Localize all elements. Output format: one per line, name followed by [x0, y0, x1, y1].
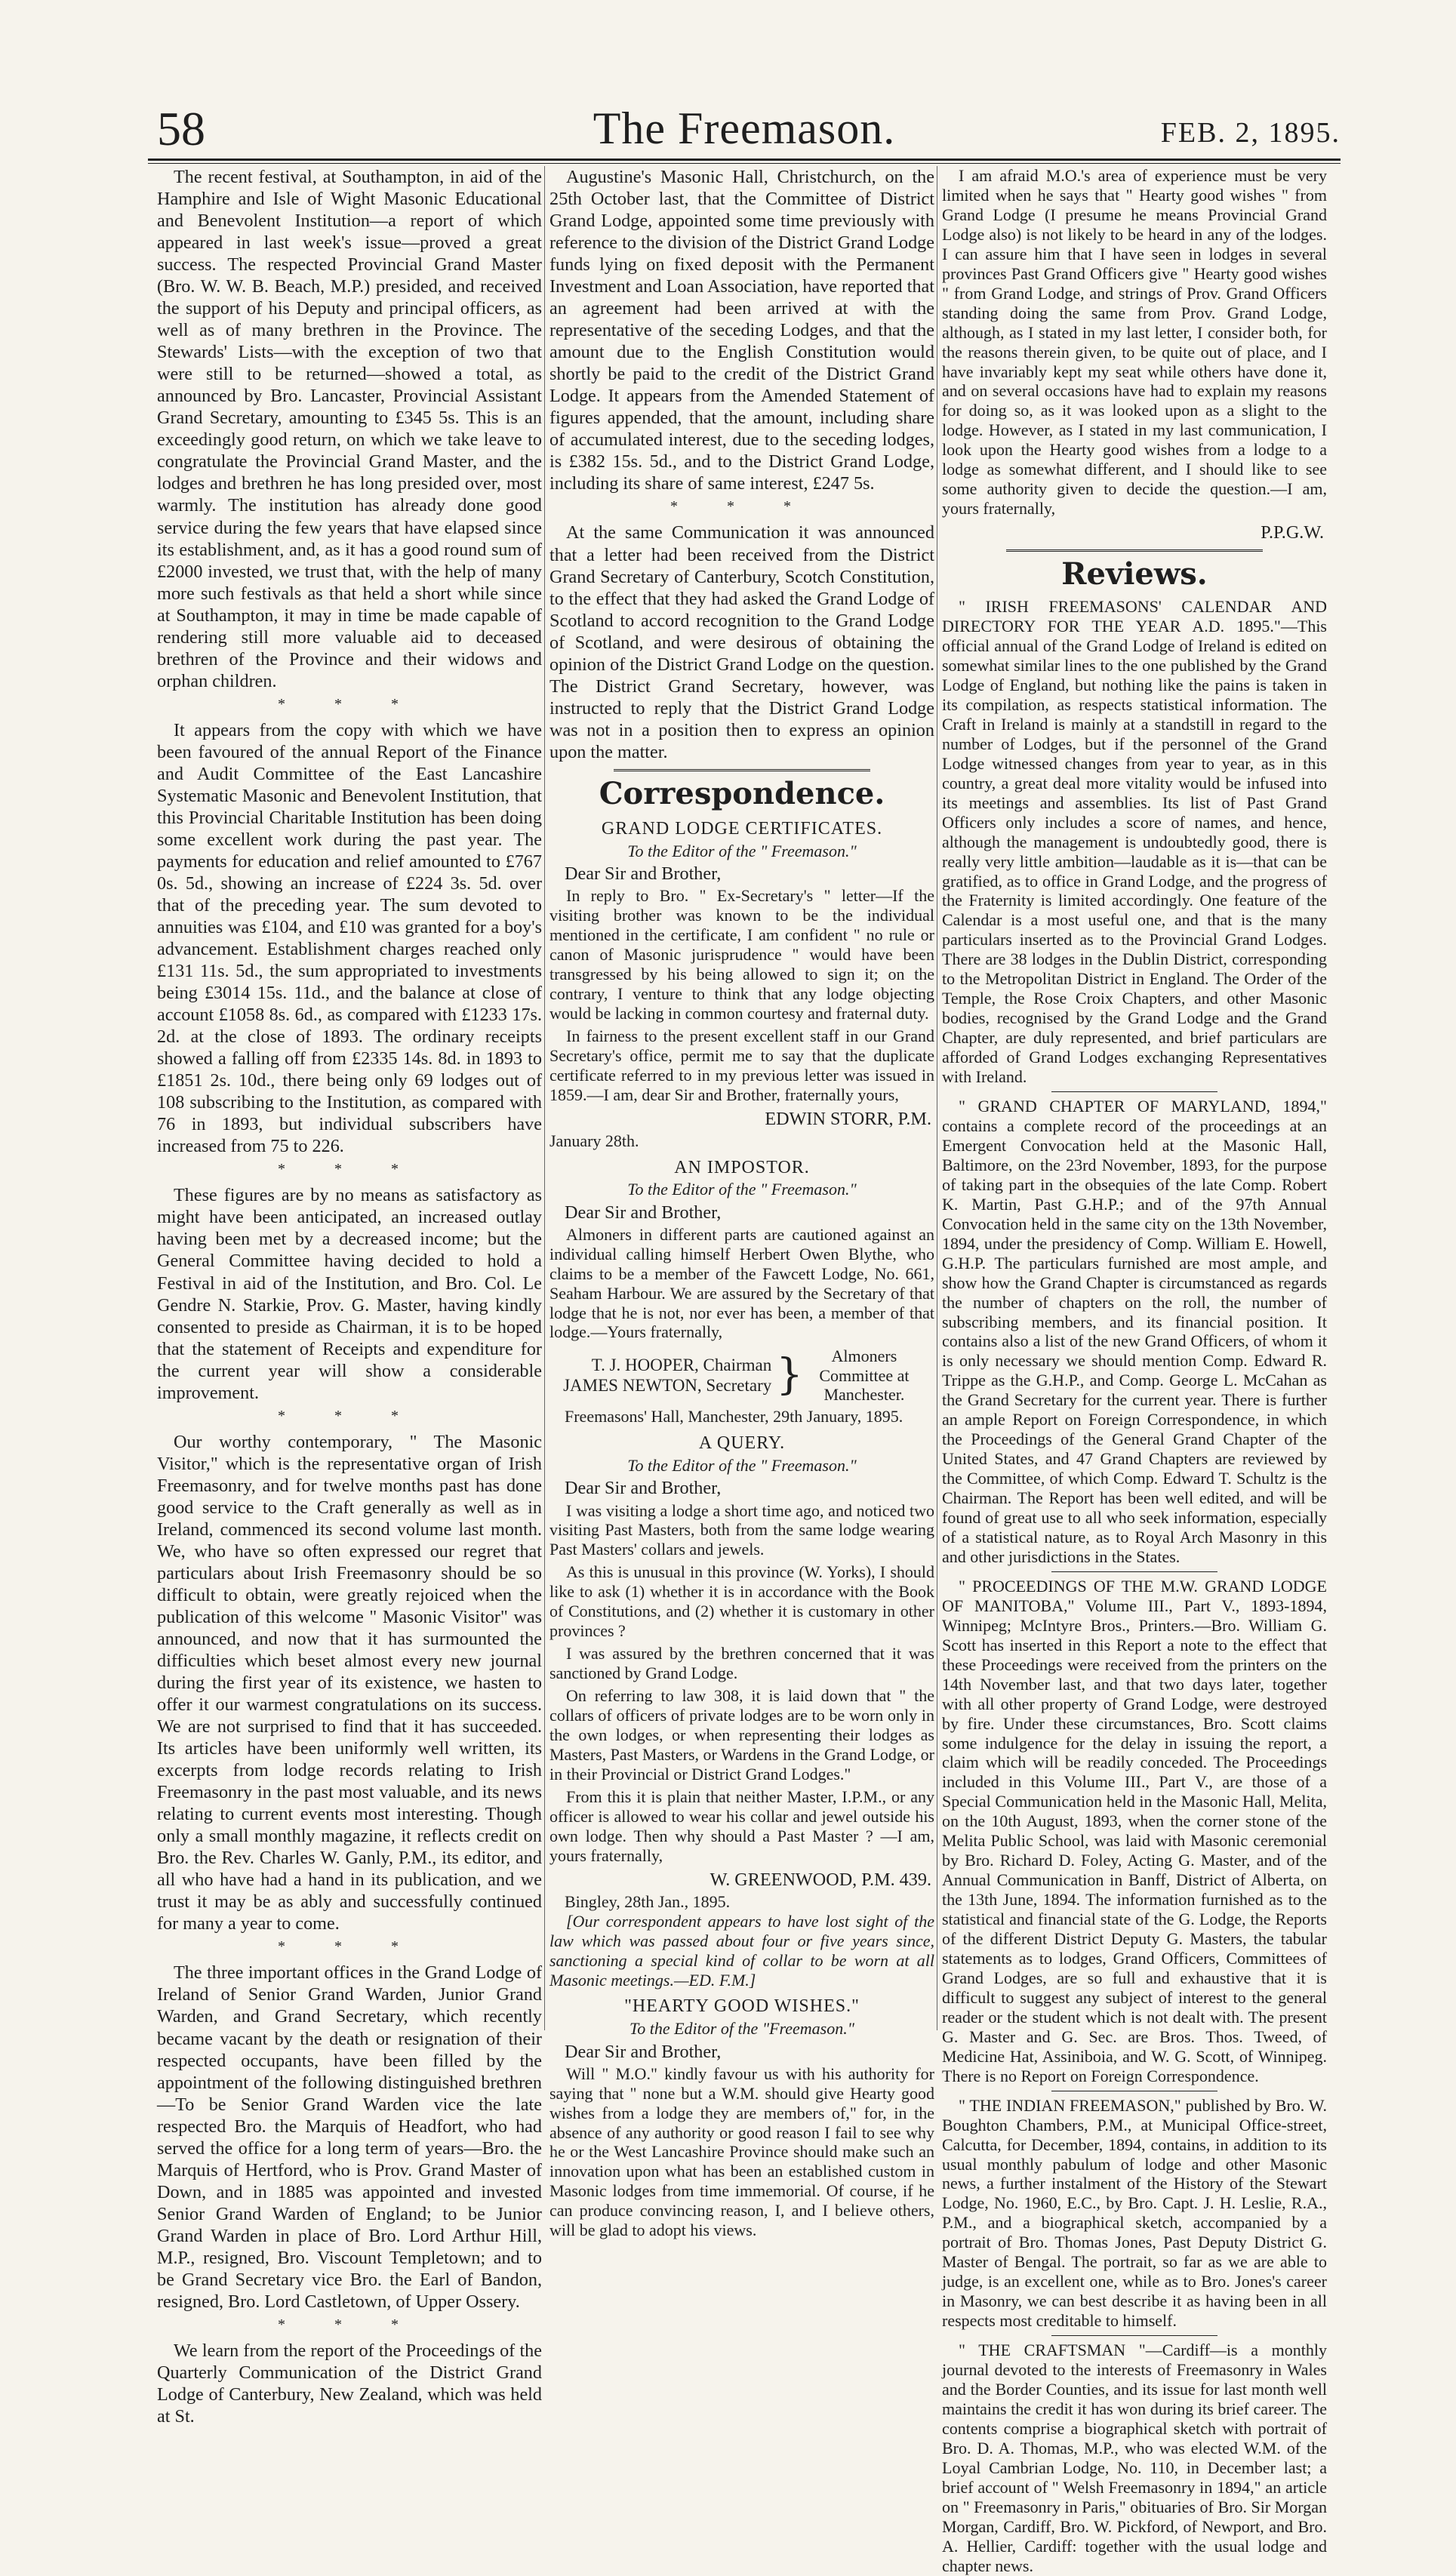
paragraph: The recent festival, at Southampton, in aid of the Hamphire and Isle of Wight Masonic Educational and Benevolent Institution—a report of which appeared in last week's issue—proved a great success. The respected Provincial Grand Master (Bro. W. W. B. Beach, M.P.) presided, and received the support of his Deputy and principal officers, as well as of many brethren in the Province. The Stewards' Lists—with the exception of two that were still to be returned—showed a total, as announced by Bro. Lancaster, Provincial Assistant Grand Secretary, amounting to £345 5s. This is an exceedingly good return, on which we take leave to congratulate the Provincial Grand Master, and the lodges and brethren he has long presided over, most warmly. The institution has already done good service during the few years that have elapsed since its establishment, and, as it has a good round sum of £2000 invested, we trust that, with the help of many more such festivals as that held a short while since at Southampton, it may in time be made capable of rendering still more valuable aid to deceased brethren of the Province and their widows and orphan children.: [157, 167, 542, 691]
paragraph: As this is unusual in this province (W. Yorks), I should like to ask (1) whether it is in accordance with the Book of Constitutions, and (2) whether it is customary in other provinces ?: [549, 1562, 934, 1641]
letter-salutation: Dear Sir and Brother,: [565, 2041, 722, 2062]
letter-addressee: To the Editor of the " Freemason.": [627, 1180, 857, 1199]
letter-location: Freemasons' Hall, Manchester, 29th January, 1895.: [565, 1407, 903, 1426]
paragraph: Almoners in different parts are cautioned against an individual calling himself Herbert Owen Blythe, who claims to be a member of the Fawcett Lodge, No. 661, Seaham Harbour. We are assured by the Secretary of that lodge that he is not, nor ever has been, a member of that lodge.—Yours fraternally,: [549, 1224, 934, 1342]
masthead-rule: [148, 158, 1341, 161]
paragraph: It appears from the copy with which we have been favoured of the annual Report of the Finance and Audit Committee of the East Lancashire Systematic Masonic and Benevolent Institution, that this Provincial Charitable Institution has been doing some excellent work during the past year. The payments for education and relief amounted to £767 0s. 5d., showing an increase of £224 3s. 5d. over that of the preceding year. The sum devoted to annuities was £104, and £10 was granted for a boy's advancement. Establishment charges reached only £131 11s. 5d., the sum appropriated to investments being £3014 15s. 11d., and the balance at close of account £1058 8s. 6d., as compared with £1233 17s. 2d. at the close of 1893. The ordinary receipts showed a falling off from £2335 14s. 8d. in 1893 to £1851 2s. 10d., there being only 69 lodges out of 108 subscribing to the Institution, as compared with 76 in 1893, but individual subscribers have increased from 75 to 226.: [157, 719, 542, 1157]
section-rule: [614, 769, 870, 771]
reviews-heading: Reviews.: [1061, 556, 1208, 592]
paragraph: I am afraid M.O.'s area of experience must be very limited when he says that " Hearty good wishes " from Grand Lodge (I presume he means Provincial Grand Lodge also) is not likely to be heard in any of the lodges. I can assure him that I have seen in lodges in several provinces Past Grand Officers give " Hearty good wishes " from Grand Lodge, and strings of Prov. Grand Officers standing doing the same from Prov. Grand Lodge, although, as I stated in my last letter, I consider both, for the reasons therein given, to be quite out of place, and I have invariably kept my seat while others have done it, and on several occasions have had to explain my reasons for doing so, as it was looked upon as a slight to the lodge. However, as I stated in my last communication, I look upon the Hearty good wishes from a lodge to a lodge as somewhat different, and I should like to see some authority given to decide the question.—I am, yours fraternally,: [942, 166, 1327, 519]
editor-note: [Our correspondent appears to have lost sight of the law which was passed about four or five years since, sanctioning a special kind of collar to be worn at all Masonic meetings.—ED. F.M.]: [549, 1911, 934, 1990]
review-paragraph: " PROCEEDINGS OF THE M.W. GRAND LODGE OF MANITOBA," Volume III., Part V., 1893-1894, Winnipeg; McIntyre Bros., Printers.—Bro. William G. Scott has inserted in this Report a note to the effect that these Proceedings were received from the printers on the 14th November last, and that two days later, together with all other property of Grand Lodge, were destroyed by fire. Under these circumstances, Bro. Scott claims some indulgence for the delay in issuing the report, a claim which will be readily conceded. The Proceedings included in this Volume III., Part V., are those of a Special Communication held in the Masonic Hall, Melita, on the 10th August, 1893, when the corner stone of the Melita Public School, was laid with Masonic ceremonial by Bro. Richard D. Foley, Acting G. Master, and of the Annual Communication in Banff, District of Alberta, on the 13th June, 1894. The information furnished as to the statistical and financial state of the G. Lodge, the Reports of the different District Deputy G. Masters, the tabular statements as to lodges, Grand Officers, Committees of Grand Lodges, are so full and exhaustive that it is difficult to suggest any subject of interest to the general reader or the student which is not dealt with. The present G. Master and G. Sec. are Bros. Thos. Tweed, of Medicine Hat, Assiniboia, and W. G. Scott, of Winnipeg. There is no Report on Foreign Correspondence.: [942, 1576, 1327, 2085]
signer-name: T. J. HOOPER, Chairman: [591, 1355, 772, 1374]
review-paragraph: " THE CRAFTSMAN "—Cardiff—is a monthly journal devoted to the interests of Freemasonry in Wales and the Border Counties, and its issue for last month well maintains the credit it has won during its brief career. The contents comprise a biographical sketch with portrait of Bro. D. A. Thomas, M.P., who was elected W.M. of the Loyal Cambrian Lodge, No. 110, in December last; a brief account of " Welsh Freemasonry in 1894," an article on " Freemasonry in Paris," obituaries of Bro. Sir Morgan Morgan, Cardiff, Bro. W. Pickford, of Newport, and Bro. A. Hellier, Cardiff: together with the usual lodge and chapter news.: [942, 2341, 1327, 2575]
correspondence-heading: Correspondence.: [599, 775, 885, 811]
section-ornament: * * *: [278, 1161, 421, 1178]
review-paragraph: " GRAND CHAPTER OF MARYLAND, 1894," contains a complete record of the proceedings at an Emergent Convocation held at the Masonic Hall, Baltimore, on the 23rd November, 1893, for the purpose of taking part in the obsequies of the late Comp. Robert K. Martin, Past G.H.P.; and of the 97th Annual Convocation held in the same city on the 13th November, 1894, under the presidency of Comp. William E. Howell, G.H.P. The particulars furnished are most ample, and show how the Grand Chapter is circumstanced as regards the number of chapters on the roll, the number of subscribing members, and its financial position. It contains also a list of the new Grand Officers, of whom it is only necessary we should mention Comp. Edward R. Trippe as the G.H.P., and Comp. George L. McCahan as the Grand Secretary for the current year. There is further an ample Report on Foreign Correspondence, in which the Proceedings of the General Grand Chapter of the United States, and 47 Grand Chapters are reviewed by the Committee, of which Comp. Edward T. Schultz is the Chairman. The Report has been well edited, and will be found of great use to all who seek information, especially of a statistical nature, as to Royal Arch Masonry in this and other jurisdictions in the States.: [942, 1097, 1327, 1566]
paragraph: On referring to law 308, it is laid down that " the collars of officers of private lodges are to be worn only in the own lodges, or when representing their lodges as Masters, Past Masters, or Wardens in the Grand Lodge, or in their Provincial or District Grand Lodges.": [549, 1686, 934, 1784]
letter-signature: P.P.G.W.: [1261, 522, 1324, 543]
paragraph: The three important offices in the Grand Lodge of Ireland of Senior Grand Warden, Junior Grand Warden, and Grand Secretary, which recently became vacant by the death or resignation of their respected occupants, have been filled by the appointment of the following distinguished brethren—To be Senior Grand Warden vice the late respected Bro. the Marquis of Headfort, who had served the office for a long term of years—Bro. the Marquis of Hertford, who is Prov. Grand Master of Down, and in 1885 was appointed and invested Senior Grand Warden of England; to be Junior Grand Warden in place of Bro. Lord Arthur Hill, M.P., resigned, Bro. Viscount Templetown; and to be Grand Secretary vice Bro. the Earl of Bandon, resigned, Bro. Lord Castletown, of Upper Ossery.: [157, 1962, 542, 2312]
paragraph: Our worthy contemporary, " The Masonic Visitor," which is the representative organ of Irish Freemasonry, and for twelve months past has done good service to the Craft generally as well as in Ireland, commenced its second volume last month. We, who have so often expressed our regret that particulars about Irish Freemasonry should be so difficult to obtain, were greatly rejoiced when the publication of this welcome " Masonic Visitor" was announced, and now that it has surmounted the difficulties which beset almost every new journal during the first year of its existence, we hasten to offer it our warmest congratulations on its success. We are not surprised to find that it has succeeded. Its articles have been uniformly well written, its excerpts from lodge records relating to Irish Freemasonry in the past most valuable, and its news relating to current events most interesting. Though only a small monthly magazine, it reflects credit on Bro. the Rev. Charles W. Ganly, P.M., its editor, and all who have had a hand in its publication, and we trust it may be as ably and successfully continued for many a year to come.: [157, 1431, 542, 1934]
letter-title: A QUERY.: [698, 1433, 786, 1454]
section-rule: [1006, 549, 1263, 552]
paragraph: At the same Communication it was announced that a letter had been received from the District Grand Secretary of Canterbury, Scotch Constitution, to the effect that they had asked the Grand Lodge of Scotland to accord recognition to the Grand Lodge of Scotland, and were desirous of obtaining the opinion of the District Grand Lodge on the question. The District Grand Secretary, however, was instructed to reply that the District Grand Lodge was not in a position then to express an opinion upon the matter.: [549, 522, 934, 762]
column-1: [157, 166, 542, 2427]
paragraph: In fairness to the present excellent staff in our Grand Secretary's office, permit me to say that the duplicate certificate referred to in my previous letter was issued in 1859.—I am, dear Sir and Brother, fraternally yours,: [549, 1026, 934, 1104]
section-ornament: * * *: [278, 1938, 421, 1956]
section-ornament: * * *: [278, 1407, 421, 1424]
paragraph: I was assured by the brethren concerned that it was sanctioned by Grand Lodge.: [549, 1644, 934, 1683]
paragraph: I was visiting a lodge a short time ago, and noticed two visiting Past Masters, both from the same lodge wearing Past Masters' collars and jewels.: [549, 1500, 934, 1559]
brace-glyph: }: [776, 1350, 803, 1400]
signer-names: [563, 1355, 771, 1396]
review-paragraph: " THE INDIAN FREEMASON," published by Bro. W. Boughton Chambers, P.M., at Municipal Office-street, Calcutta, for December, 1894, contains, in addition to its usual monthly pabulum of lodge and other Masonic news, a further instalment of the History of the Stewart Lodge, No. 1960, E.C., by Bro. Capt. J. H. Leslie, R.A., P.M., and a biographical sketch, accompanied by a portrait of Bro. Thomas Jones, Past Deputy District G. Master of Bengal. The portrait, so far as we are able to judge, is an excellent one, while as to Bro. Jones's career in Masonry, we can best describe it as having been in all respects most creditable to himself.: [942, 2095, 1327, 2331]
letter-title: GRAND LODGE CERTIFICATES.: [601, 818, 883, 839]
review-separator: [1051, 2335, 1217, 2336]
paragraph: Will " M.O." kindly favour us with his authority for saying that " none but a W.M. should give Hearty good wishes from a lodge they are members of," for, in the absence of any authority or good reason I fail to see why he or the West Lancashire Province should make such an innovation upon what has been an established custom in Masonic lodges from time immemorial. Of course, if he can produce convincing reason, I, and I believe others, will be glad to adopt his views.: [549, 2064, 934, 2240]
signer-name: JAMES NEWTON, Secretary: [563, 1376, 772, 1396]
letter-date: Bingley, 28th Jan., 1895.: [565, 1891, 731, 1911]
paragraph: From this it is plain that neither Master, I.P.M., or any officer is allowed to wear his collar and jewel outside his own lodge. Then why should a Past Master ? —I am, yours fraternally,: [549, 1787, 934, 1865]
paragraph: These figures are by no means as satisfactory as might have been anticipated, an increased outlay having been met by a decreased income; but the General Committee having decided to hold a Festival in aid of the Institution, and Bro. Col. Le Gendre N. Starkie, Prov. G. Master, having kindly consented to preside as Chairman, it is to be hoped that the statement of Receipts and expenditure for the current year will show a considerable improvement.: [157, 1185, 542, 1403]
masthead: [148, 97, 1341, 157]
column-divider: [544, 166, 545, 2030]
review-separator: [1051, 1571, 1217, 1572]
letter-signature: EDWIN STORR, P.M.: [765, 1108, 931, 1129]
column-2: [549, 166, 934, 2240]
letter-addressee: To the Editor of the "Freemason.": [629, 2019, 854, 2039]
section-ornament: * * *: [278, 695, 421, 712]
letter-salutation: Dear Sir and Brother,: [565, 863, 722, 884]
section-ornament: * * *: [278, 2316, 421, 2333]
publication-title: The Freemason.: [593, 103, 896, 153]
paragraph: We learn from the report of the Proceedings of the Quarterly Communication of the District Grand Lodge of Canterbury, New Zealand, which was held at St.: [157, 2340, 542, 2427]
page-number: 58: [157, 102, 205, 155]
paragraph: In reply to Bro. " Ex-Secretary's " letter—If the visiting brother was known to be the individual mentioned in the certificate, I am confident " no rule or canon of Masonic jurisprudence " would have been transgressed by his being allowed to sign it; on the contrary, I venture to think that any lodge objecting would be lacking in common courtesy and fraternal duty.: [549, 886, 934, 1023]
letter-title: "HEARTY GOOD WISHES.": [624, 1996, 860, 2017]
letter-addressee: To the Editor of the " Freemason.": [627, 1456, 857, 1476]
letter-salutation: Dear Sir and Brother,: [565, 1478, 722, 1499]
letter-title: AN IMPOSTOR.: [674, 1157, 810, 1177]
letter-signature: W. GREENWOOD, P.M. 439.: [710, 1869, 931, 1890]
letter-signature-block: [549, 1346, 934, 1404]
letter-date: January 28th.: [549, 1131, 639, 1150]
review-separator: [1051, 1091, 1217, 1092]
issue-date: FEB. 2, 1895.: [1160, 117, 1341, 149]
letter-salutation: Dear Sir and Brother,: [565, 1202, 722, 1223]
letter-addressee: To the Editor of the " Freemason.": [627, 841, 857, 860]
section-ornament: * * *: [670, 498, 814, 516]
column-3: [942, 166, 1327, 2575]
paragraph: Augustine's Masonic Hall, Christchurch, on the 25th October last, that the Committee of District Grand Lodge, appointed some time previously with reference to the division of the District Grand Lodge funds lying on fixed deposit with the Permanent Investment and Loan Association, have reported that an agreement had been arrived at with the representative of the seceding Lodges, and that the amount due to the English Constitution would shortly be paid to the credit of the District Grand Lodge. It appears from the Amended Statement of figures appended, that the amount, including share of accumulated interest, due to the seceding lodges, is £382 15s. 5d., and to the District Grand Lodge, including its share of same interest, £247 5s.: [549, 167, 934, 494]
committee-name: Almoners Committee at Manchester.: [819, 1346, 910, 1405]
review-paragraph: " IRISH FREEMASONS' CALENDAR AND DIRECTORY FOR THE YEAR A.D. 1895."—This official annual of the Grand Lodge of Ireland is edited on somewhat similar lines to the one published by the Grand Lodge of England, but nothing like the pains is taken in its compilation, as respects statistical information. The Craft in Ireland is mainly at a standstill in regard to the number of Lodges, but if the personnel of the Grand Lodge witnessed changes from year to year, as in this country, a great deal more vitality would be infused into its meetings and assemblies. Its list of Past Grand Officers only includes a score of names, and hence, although the management is undoubtedly good, there is really very little ambition—laudable as it is—that can be gratified, as to office in Grand Lodge, and the progress of the Fraternity is limited accordingly. One feature of the Calendar is a most useful one, and that is the many particulars inserted as to the Provincial Grand Lodges. There are 38 lodges in the Dublin District, corresponding to the Metropolitan District in England. The Order of the Temple, the Rose Croix Chapters, and other Masonic bodies, recognised by the Grand Lodge and the Grand Chapter, are duly represented, and brief particulars are afforded of Grand Lodges exchanging Representatives with Ireland.: [942, 597, 1327, 1087]
masthead-rule-thin: [148, 163, 1341, 164]
